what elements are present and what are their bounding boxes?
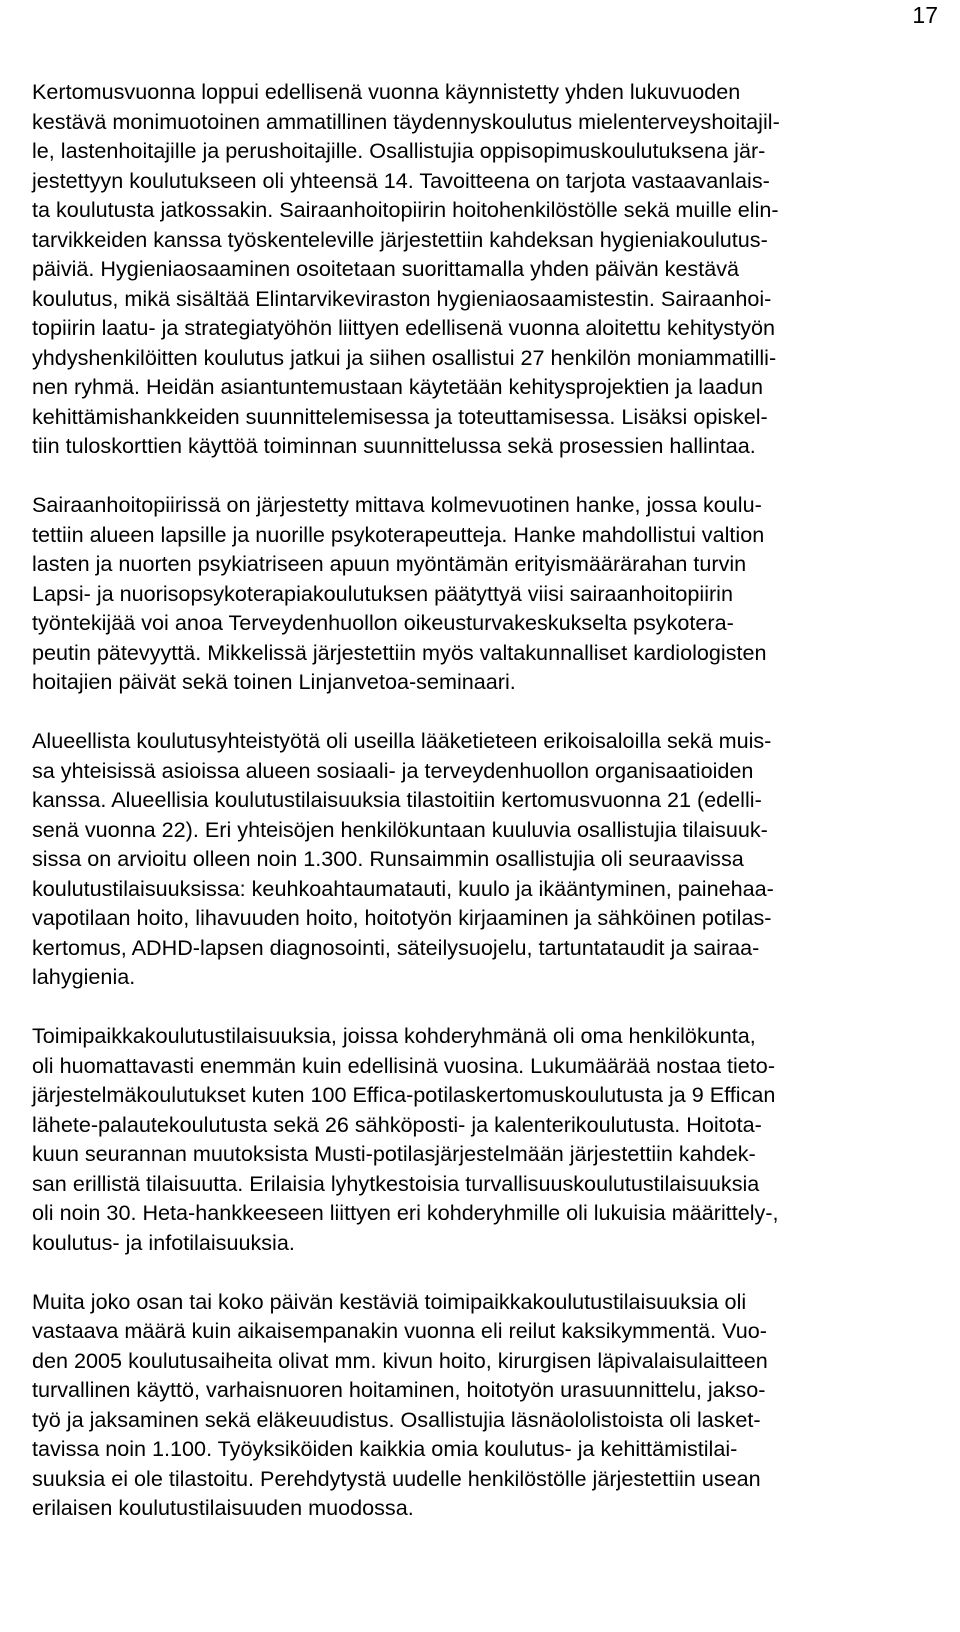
text-line: kanssa. Alueellisia koulutustilaisuuksia tilastoitiin kertomusvuonna 21 (edelli- <box>32 787 762 812</box>
text-line: tiin tuloskorttien käyttöä toiminnan suunnittelussa sekä prosessien hallintaa. <box>32 433 756 458</box>
text-line: tettiin alueen lapsille ja nuorille psykoterapeutteja. Hanke mahdollistui valtion <box>32 521 765 547</box>
text-line: koulutustilaisuuksissa: keuhkoahtaumatauti, kuulo ja ikääntyminen, painehaa- <box>32 875 774 901</box>
text-line: san erillistä tilaisuutta. Erilaisia lyhytkestoisia turvallisuuskoulutustilaisuuksia <box>32 1170 760 1196</box>
page-number: 17 <box>912 2 938 28</box>
text-line: Sairaanhoitopiirissä on järjestetty mittava kolmevuotinen hanke, jossa koulu- <box>32 492 762 517</box>
text-line: kertomus, ADHD-lapsen diagnosointi, säteilysuojelu, tartuntataudit ja sairaa- <box>32 934 760 960</box>
paragraph <box>32 490 928 697</box>
text-line: ta koulutusta jatkossakin. Sairaanhoitopiirin hoitohenkilöstölle sekä muille elin- <box>32 197 779 222</box>
text-line: sa yhteisissä asioissa alueen sosiaali- ja terveydenhuollon organisaatioiden <box>32 757 754 783</box>
text-line: den 2005 koulutusaiheita olivat mm. kivun hoito, kirurgisen läpivalaisulaitteen <box>32 1347 768 1373</box>
text-line: lahygienia. <box>32 964 136 989</box>
text-line: peutin pätevyyttä. Mikkelissä järjestettiin myös valtakunnalliset kardiologisten <box>32 639 767 665</box>
text-line: yhdyshenkilöitten koulutus jatkui ja siihen osallistui 27 henkilön moniammatilli- <box>32 344 777 370</box>
text-line: sissa on arvioitu olleen noin 1.300. Runsaimmin osallistujia oli seuraavissa <box>32 846 744 871</box>
text-line: oli huomattavasti enemmän kuin edellisinä vuosina. Lukumäärää nostaa tieto- <box>32 1052 776 1078</box>
text-line: vastaava määrä kuin aikaisempanakin vuonna eli reilut kaksikymmentä. Vuo- <box>32 1318 767 1343</box>
text-line: järjestelmäkoulutukset kuten 100 Effica-potilaskertomuskoulutusta ja 9 Effican <box>32 1082 776 1107</box>
text-line: koulutus- ja infotilaisuuksia. <box>32 1229 295 1255</box>
text-line: tavissa noin 1.100. Työyksiköiden kaikkia omia koulutus- ja kehittämistilai- <box>32 1436 738 1461</box>
text-line: kuun seurannan muutoksista Musti-potilasjärjestelmään järjestettiin kahdek- <box>32 1141 756 1166</box>
text-line: hoitajien päivät sekä toinen Linjanvetoa-seminaari. <box>32 669 516 694</box>
text-line: kestävä monimuotoinen ammatillinen täydennyskoulutus mielenterveyshoitajil- <box>32 108 780 134</box>
text-line: senä vuonna 22). Eri yhteisöjen henkilökuntaan kuuluvia osallistujia tilaisuuk- <box>32 816 768 842</box>
text-line: lasten ja nuorten psykiatriseen apuun myöntämän erityismäärärahan turvin <box>32 551 747 576</box>
text-line: jestettyyn koulutukseen oli yhteensä 14. Tavoitteena on tarjota vastaavanlais- <box>32 167 770 193</box>
text-line: erilaisen koulutustilaisuuden muodossa. <box>32 1495 414 1520</box>
paragraph <box>32 726 928 992</box>
document-body <box>32 77 928 1552</box>
text-line: topiirin laatu- ja strategiatyöhön liittyen edellisenä vuonna aloitettu kehitystyön <box>32 315 776 340</box>
text-line: Kertomusvuonna loppui edellisenä vuonna käynnistetty yhden lukuvuoden <box>32 79 741 104</box>
text-line: lähete-palautekoulutusta sekä 26 sähköposti- ja kalenterikoulutusta. Hoitota- <box>32 1111 762 1137</box>
text-line: le, lastenhoitajille ja perushoitajille. Osallistujia oppisopimuskoulutuksena jär- <box>32 138 766 163</box>
paragraph <box>32 1287 928 1523</box>
text-line: turvallinen käyttö, varhaisnuoren hoitaminen, hoitotyön urasuunnittelu, jakso- <box>32 1377 766 1402</box>
text-line: tarvikkeiden kanssa työskenteleville järjestettiin kahdeksan hygieniakoulutus- <box>32 226 768 252</box>
text-line: Toimipaikkakoulutustilaisuuksia, joissa kohderyhmänä oli oma henkilökunta, <box>32 1023 756 1048</box>
text-line: päiviä. Hygieniaosaaminen osoitetaan suorittamalla yhden päivän kestävä <box>32 256 740 281</box>
text-line: suuksia ei ole tilastoitu. Perehdytystä uudelle henkilöstölle järjestettiin usean <box>32 1465 761 1491</box>
text-line: koulutus, mikä sisältää Elintarvikeviraston hygieniaosaamistestin. Sairaanhoi- <box>32 285 772 311</box>
text-line: vapotilaan hoito, lihavuuden hoito, hoitotyön kirjaaminen ja sähköinen potilas- <box>32 905 772 930</box>
text-line: kehittämishankkeiden suunnittelemisessa ja toteuttamisessa. Lisäksi opiskel- <box>32 403 768 429</box>
text-line: työntekijää voi anoa Terveydenhuollon oikeusturvakeskukselta psykotera- <box>32 610 734 635</box>
text-line: Lapsi- ja nuorisopsykoterapiakoulutuksen päätyttyä viisi sairaanhoitopiirin <box>32 580 733 606</box>
text-line: Muita joko osan tai koko päivän kestäviä toimipaikkakoulutustilaisuuksia oli <box>32 1288 747 1314</box>
paragraph <box>32 1021 928 1257</box>
text-line: nen ryhmä. Heidän asiantuntemustaan käytetään kehitysprojektien ja laadun <box>32 374 764 399</box>
text-line: työ ja jaksaminen sekä eläkeuudistus. Osallistujia läsnäololistoista oli lasket- <box>32 1406 761 1432</box>
text-line: oli noin 30. Heta-hankkeeseen liittyen eri kohderyhmille oli lukuisia määrittely-, <box>32 1200 779 1225</box>
paragraph <box>32 77 928 461</box>
text-line: Alueellista koulutusyhteistyötä oli useilla lääketieteen erikoisaloilla sekä muis- <box>32 728 772 753</box>
